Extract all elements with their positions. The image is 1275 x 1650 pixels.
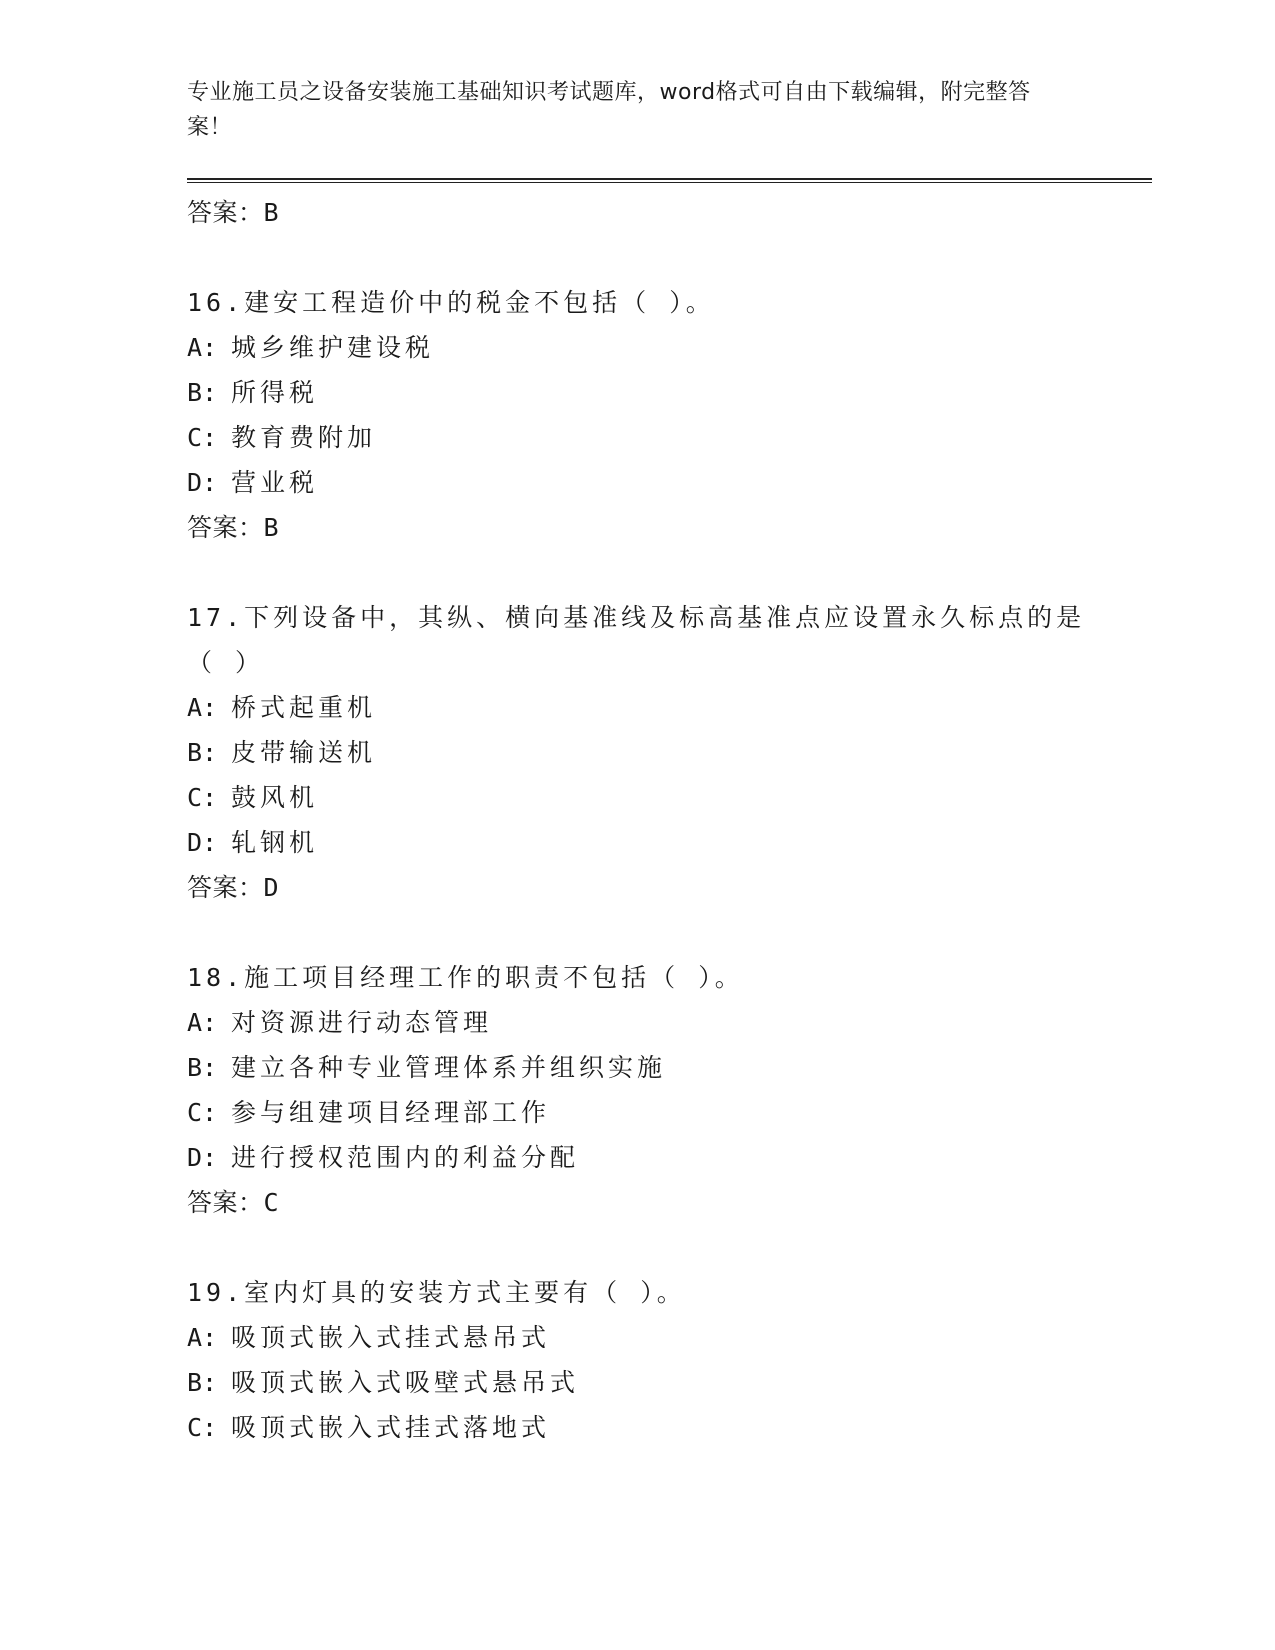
question-item [187,280,1152,550]
option-key: B: [187,738,218,767]
question-list [187,190,1152,1450]
option-b [187,730,1152,775]
option-key: D: [187,1143,218,1172]
option-text: 教育费附加 [231,423,377,452]
option-text: 参与组建项目经理部工作 [231,1098,551,1127]
option-text: 轧钢机 [231,828,319,857]
option-text: 吸顶式嵌入式挂式悬吊式 [231,1323,551,1352]
option-a [187,325,1152,370]
question-text: 19.室内灯具的安装方式主要有（ ）。 [187,1278,686,1307]
option-c [187,775,1152,820]
option-key: C: [187,423,218,452]
question-text: 18.施工项目经理工作的职责不包括（ ）。 [187,963,744,992]
option-key: C: [187,1413,218,1442]
document-page [187,0,1152,1650]
option-text: 鼓风机 [231,783,319,812]
option-text: 营业税 [231,468,319,497]
option-c [187,1405,1152,1450]
answer-line [187,1180,1152,1225]
option-key: C: [187,1098,218,1127]
option-d [187,1135,1152,1180]
option-text: 对资源进行动态管理 [231,1008,493,1037]
option-a [187,685,1152,730]
option-key: A: [187,1008,218,1037]
answer-value: C [263,1188,280,1217]
option-a [187,1315,1152,1360]
answer-label: 答案： [187,1188,264,1217]
option-a [187,1000,1152,1045]
option-c [187,415,1152,460]
answer-value: B [263,513,280,542]
answer-label: 答案： [187,873,264,902]
answer-line [187,505,1152,550]
answer-label: 答案： [187,513,264,542]
option-text: 进行授权范围内的利益分配 [231,1143,580,1172]
option-text: 桥式起重机 [231,693,377,722]
option-c [187,1090,1152,1135]
option-key: A: [187,1323,218,1352]
document-header: 专业施工员之设备安装施工基础知识考试题库，word格式可自由下载编辑，附完整答案！ [187,80,1031,140]
option-text: 皮带输送机 [231,738,377,767]
option-key: B: [187,1368,218,1397]
option-key: D: [187,468,218,497]
answer-line [187,190,1152,235]
option-text: 建立各种专业管理体系并组织实施 [231,1053,667,1082]
header-divider-thick [187,178,1152,180]
option-text: 所得税 [231,378,319,407]
option-d [187,820,1152,865]
question-text: 17.下列设备中，其纵、横向基准线及标高基准点应设置永久标点的是（ ） [187,603,1086,677]
option-key: B: [187,1053,218,1082]
option-text: 吸顶式嵌入式吸壁式悬吊式 [231,1368,580,1397]
option-b [187,1360,1152,1405]
option-text: 城乡维护建设税 [231,333,435,362]
option-key: B: [187,378,218,407]
option-d [187,460,1152,505]
answer-label: 答案： [187,198,264,227]
answer-value: B [263,198,280,227]
option-key: D: [187,828,218,857]
option-text: 吸顶式嵌入式挂式落地式 [231,1413,551,1442]
question-text: 16.建安工程造价中的税金不包括（ ）。 [187,288,715,317]
answer-value: D [263,873,280,902]
option-b [187,1045,1152,1090]
option-key: A: [187,693,218,722]
option-key: A: [187,333,218,362]
question-item [187,1270,1152,1450]
answer-line [187,865,1152,910]
option-b [187,370,1152,415]
header-divider-thin [187,182,1152,183]
option-key: C: [187,783,218,812]
question-item [187,955,1152,1225]
question-item [187,595,1152,910]
